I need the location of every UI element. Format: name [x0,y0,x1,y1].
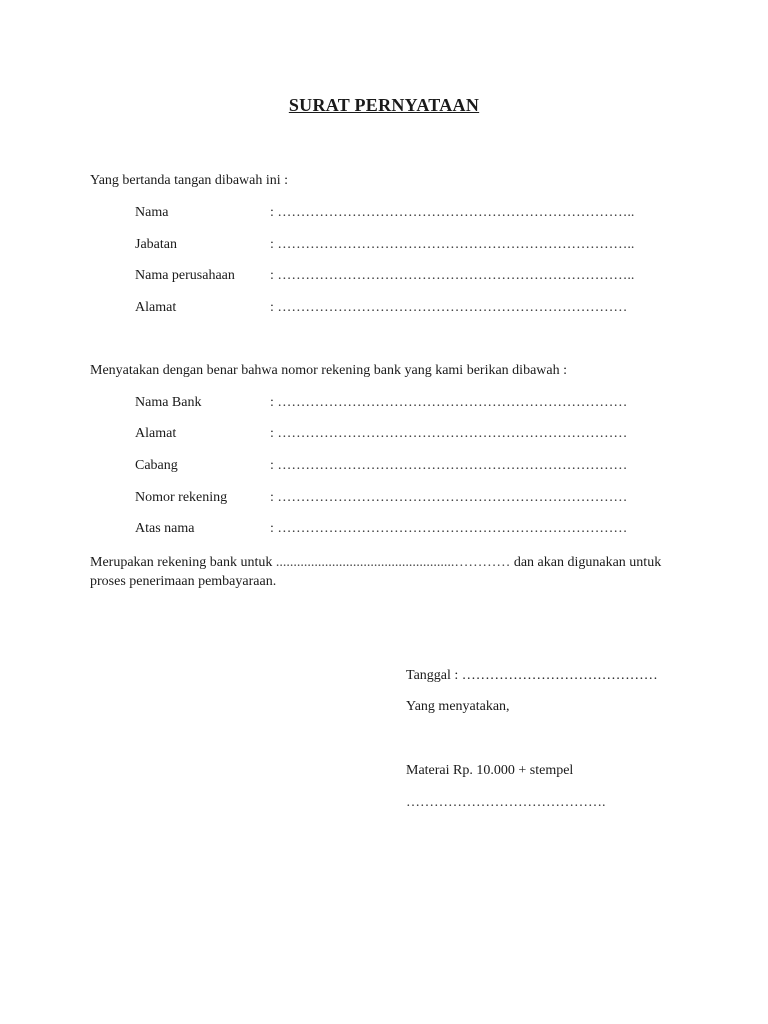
field-label: Cabang [135,458,178,473]
purpose-suffix: dan akan digunakan untuk proses penerimaan pembayaraan. [90,555,662,589]
field-label: Alamat [135,426,177,441]
field-blank: : ………………………………………………………………… [270,426,628,441]
field-label: Alamat [135,300,177,315]
bank-field-alamat [0,426,768,444]
signer-label: Yang menyatakan, [406,699,510,714]
field-blank: : ………………………………………………………………… [270,490,628,505]
field-blank: : ………………………………………………………………… [270,521,628,536]
field-label: Nama perusahaan [135,268,235,283]
document-title: SURAT PERNYATAAN [288,95,480,115]
field-blank: : ………………………………………………………………… [270,300,628,315]
bank-field-nomor-rekening [0,490,768,508]
field-label: Nomor rekening [135,490,228,505]
identity-field-jabatan [0,237,768,255]
identity-field-alamat [0,300,768,318]
identity-field-nama-perusahaan [0,268,768,286]
bank-field-atas-nama [0,521,768,539]
field-blank: : ………………………………………………………………….. [270,268,635,283]
purpose-paragraph [90,553,680,591]
signature-line: ……………………………………. [406,795,606,810]
purpose-prefix: Merupakan rekening bank untuk [90,555,273,570]
field-blank: : ………………………………………………………………… [270,395,628,410]
bank-field-cabang [0,458,768,476]
field-blank: : ………………………………………………………………….. [270,237,635,252]
intro-text: Yang bertanda tangan dibawah ini : [90,173,289,188]
stamp-note: Materai Rp. 10.000 + stempel [406,763,574,778]
field-blank: : ………………………………………………………………… [270,458,628,473]
field-blank: : ………………………………………………………………….. [270,205,635,220]
field-label: Atas nama [135,521,195,536]
bank-field-nama-bank [0,395,768,413]
field-label: Nama [135,205,169,220]
field-label: Nama Bank [135,395,202,410]
field-label: Jabatan [135,237,177,252]
identity-field-nama [0,205,768,223]
purpose-blank: ...................................................………… [275,555,511,570]
date-line: Tanggal : …………………………………… [406,668,658,683]
statement-text: Menyatakan dengan benar bahwa nomor rekening bank yang kami berikan dibawah : [90,363,567,378]
